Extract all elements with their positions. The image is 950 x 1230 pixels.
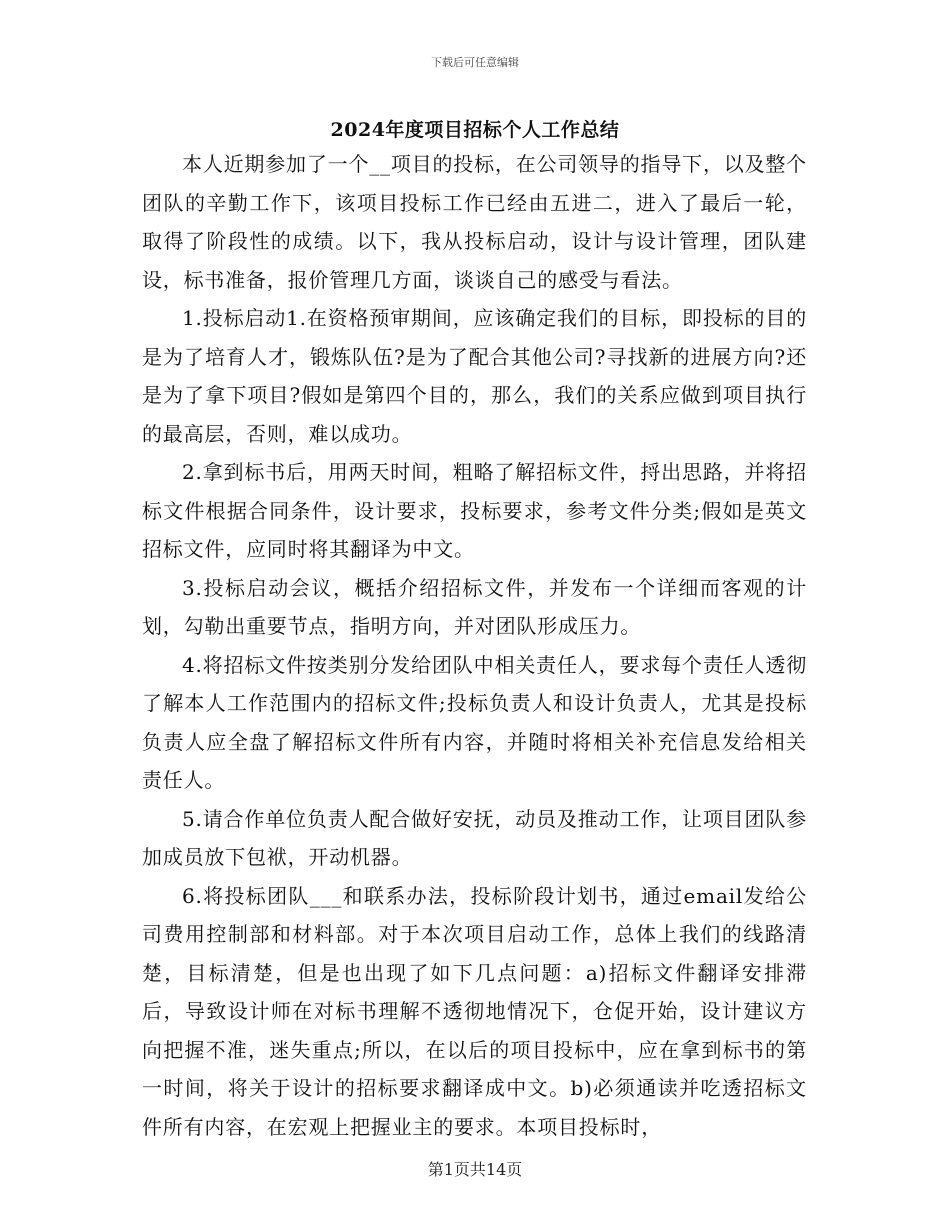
page-number: 第1页共14页 bbox=[427, 1160, 523, 1179]
paragraph-item-5: 5.请合作单位负责人配合做好安抚，动员及推动工作，让项目团队参加成员放下包袱，开动机器。 bbox=[142, 806, 807, 869]
paragraph-item-2: 2.拿到标书后，用两天时间，粗略了解招标文件，捋出思路，并将招标文件根据合同条件，设计要求，投标要求，参考文件分类;假如是英文招标文件，应同时将其翻译为中文。 bbox=[142, 460, 807, 561]
paragraph-item-3: 3.投标启动会议，概括介绍招标文件，并发布一个详细而客观的计划，勾勒出重要节点，指明方向，并对团队形成压力。 bbox=[142, 575, 807, 638]
download-note: 下载后可任意编辑 bbox=[431, 56, 519, 69]
paragraph-intro: 本人近期参加了一个__项目的投标，在公司领导的指导下，以及整个团队的辛勤工作下，该项目投标工作已经由五进二，进入了最后一轮，取得了阶段性的成绩。以下，我从投标启动，设计与设计管理，团队建设，标书准备，报价管理几方面，谈谈自己的感受与看法。 bbox=[142, 152, 807, 292]
paragraph-item-6: 6.将投标团队___和联系办法，投标阶段计划书，通过email发给公司费用控制部和材料部。对于本次项目启动工作，总体上我们的线路清楚，目标清楚，但是也出现了如下几点问题：a)招标文件翻译安排滞后，导致设计师在对标书理解不透彻地情况下，仓促开始，设计建议方向把握不准，迷失重点;所以，在以后的项目投标中，应在拿到标书的第一时间，将关于设计的招标要求翻译成中文。b)必须通读并吃透招标文件所有内容，在宏观上把握业主的要求。本项目投标时， bbox=[142, 883, 807, 1139]
document-body bbox=[142, 145, 807, 1146]
paragraph-item-4: 4.将招标文件按类别分发给团队中相关责任人，要求每个责任人透彻了解本人工作范围内的招标文件;投标负责人和设计负责人，尤其是投标负责人应全盘了解招标文件所有内容，并随时将相关补充信息发给相关责任人。 bbox=[142, 652, 807, 792]
paragraph-item-1: 1.投标启动1.在资格预审期间，应该确定我们的目标，即投标的目的是为了培育人才，锻炼队伍?是为了配合其他公司?寻找新的进展方向?还是为了拿下项目?假如是第四个目的，那么，我们的关系应做到项目执行的最高层，否则，难以成功。 bbox=[142, 306, 807, 446]
document-title: 2024年度项目招标个人工作总结 bbox=[330, 119, 620, 141]
